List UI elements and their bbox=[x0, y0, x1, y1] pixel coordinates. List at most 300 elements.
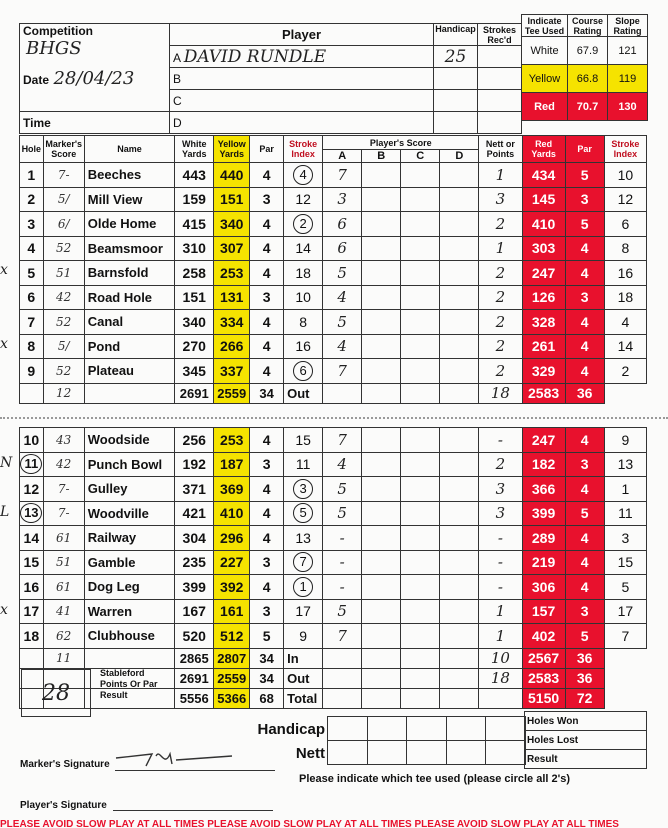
score-d[interactable] bbox=[440, 212, 479, 237]
nett-points[interactable]: 2 bbox=[479, 212, 522, 237]
score-d[interactable] bbox=[440, 550, 479, 575]
score-d[interactable] bbox=[440, 599, 479, 624]
red-yards: 434 bbox=[522, 163, 565, 188]
match-result-row bbox=[525, 750, 647, 769]
score-total[interactable] bbox=[323, 688, 362, 708]
score-d[interactable] bbox=[440, 236, 479, 261]
marker-score[interactable]: 7- bbox=[43, 163, 84, 188]
marker-score[interactable]: 5/ bbox=[43, 187, 84, 212]
score-total[interactable] bbox=[401, 668, 440, 688]
score-a[interactable]: 6 bbox=[323, 212, 362, 237]
player-row-c[interactable]: C bbox=[170, 90, 434, 112]
nett-points[interactable]: 2 bbox=[479, 310, 522, 335]
red-stroke-index: 1 bbox=[604, 477, 646, 502]
red-yards-total: 2583 bbox=[522, 383, 565, 403]
white-total: 2691 bbox=[175, 668, 214, 688]
red-yards: 402 bbox=[522, 624, 565, 649]
score-total[interactable] bbox=[323, 668, 362, 688]
score-c[interactable] bbox=[401, 452, 440, 477]
yellow-yards: 151 bbox=[214, 187, 250, 212]
marker-score[interactable]: 7- bbox=[43, 477, 84, 502]
score-total[interactable] bbox=[362, 688, 401, 708]
result[interactable]: Result bbox=[525, 750, 647, 769]
marker-score[interactable]: 43 bbox=[43, 428, 84, 453]
red-par-total: 36 bbox=[565, 668, 604, 688]
handicap-nett-cell[interactable] bbox=[486, 717, 526, 741]
par: 4 bbox=[250, 575, 284, 600]
hole-number bbox=[20, 624, 44, 649]
nett-points[interactable]: 1 bbox=[479, 163, 522, 188]
score-a[interactable]: 4 bbox=[323, 452, 362, 477]
red-stroke-index: 9 bbox=[604, 428, 646, 453]
score-d[interactable] bbox=[440, 452, 479, 477]
score-a[interactable]: 5 bbox=[323, 261, 362, 286]
yellow-yards: 440 bbox=[214, 163, 250, 188]
score-c[interactable] bbox=[401, 212, 440, 237]
player-row-b[interactable]: B bbox=[170, 68, 434, 90]
score-b[interactable] bbox=[362, 526, 401, 551]
score-c[interactable] bbox=[401, 310, 440, 335]
score-c[interactable] bbox=[401, 236, 440, 261]
stroke-index bbox=[284, 501, 323, 526]
score-b[interactable] bbox=[362, 334, 401, 359]
hole-name: Plateau bbox=[84, 359, 174, 384]
handicap-cell-c[interactable] bbox=[434, 90, 478, 112]
hole-number-text: 12 bbox=[23, 480, 40, 497]
hole-number bbox=[20, 477, 44, 502]
tee-note: Please indicate which tee used (please circle all 2's) bbox=[299, 773, 571, 785]
score-a[interactable]: 5 bbox=[323, 310, 362, 335]
nett-points[interactable]: 2 bbox=[479, 261, 522, 286]
red-stroke-index: 4 bbox=[604, 310, 646, 335]
hole-name: Olde Home bbox=[84, 212, 174, 237]
red-yards: 145 bbox=[522, 187, 565, 212]
yellow-yards: 253 bbox=[214, 261, 250, 286]
score-b[interactable] bbox=[362, 501, 401, 526]
hole-row bbox=[20, 501, 647, 526]
hole-row bbox=[20, 334, 647, 359]
total-hole bbox=[20, 648, 44, 668]
par-total: 34 bbox=[250, 668, 284, 688]
score-b[interactable] bbox=[362, 452, 401, 477]
tee-red-slope: 130 bbox=[608, 93, 648, 121]
red-stroke-index: 18 bbox=[604, 285, 646, 310]
markers-signature-label: Marker's Signature bbox=[20, 759, 110, 770]
score-c[interactable] bbox=[401, 526, 440, 551]
nett-points[interactable]: 2 bbox=[479, 452, 522, 477]
score-a[interactable]: 7 bbox=[323, 359, 362, 384]
score-total[interactable] bbox=[362, 383, 401, 403]
hole-row bbox=[20, 599, 647, 624]
score-c[interactable] bbox=[401, 550, 440, 575]
score-c[interactable] bbox=[401, 163, 440, 188]
score-total[interactable] bbox=[401, 648, 440, 668]
white-yards: 192 bbox=[175, 452, 214, 477]
yellow-yards: 340 bbox=[214, 212, 250, 237]
white-yards: 371 bbox=[175, 477, 214, 502]
match-result-row bbox=[525, 731, 647, 750]
col-red-yards: Red Yards bbox=[522, 136, 565, 163]
marker-score[interactable]: 42 bbox=[43, 452, 84, 477]
tee-red-course: 70.7 bbox=[568, 93, 608, 121]
stableford-box bbox=[21, 669, 91, 717]
marker-score[interactable]: 5/ bbox=[43, 334, 84, 359]
strokes-cell-d[interactable] bbox=[478, 112, 522, 134]
red-stroke-index: 5 bbox=[604, 575, 646, 600]
marker-score[interactable]: 51 bbox=[43, 550, 84, 575]
score-b[interactable] bbox=[362, 187, 401, 212]
score-b[interactable] bbox=[362, 599, 401, 624]
red-par-total: 36 bbox=[565, 383, 604, 403]
slope-rating-label: Slope Rating bbox=[608, 15, 648, 37]
marker-total[interactable]: 11 bbox=[43, 648, 84, 668]
strokes-cell-b[interactable] bbox=[478, 68, 522, 90]
hole-row bbox=[20, 428, 647, 453]
red-total-empty bbox=[604, 648, 646, 668]
hole-number-text: 16 bbox=[23, 578, 40, 595]
score-b[interactable] bbox=[362, 575, 401, 600]
score-c[interactable] bbox=[401, 285, 440, 310]
points-total[interactable]: 18 bbox=[479, 383, 522, 403]
marker-score[interactable]: 52 bbox=[43, 236, 84, 261]
score-total[interactable] bbox=[401, 688, 440, 708]
white-yards: 399 bbox=[175, 575, 214, 600]
hole-number bbox=[20, 359, 44, 384]
hole-number-text: 5 bbox=[27, 264, 36, 281]
score-total[interactable] bbox=[323, 648, 362, 668]
score-a[interactable]: 6 bbox=[323, 236, 362, 261]
stroke-index: 12 bbox=[284, 187, 323, 212]
hole-name: Barnsfold bbox=[84, 261, 174, 286]
score-a[interactable]: 5 bbox=[323, 501, 362, 526]
hole-row bbox=[20, 261, 647, 286]
score-b[interactable] bbox=[362, 477, 401, 502]
red-yards: 303 bbox=[522, 236, 565, 261]
hole-number-text: 2 bbox=[27, 191, 36, 208]
perforation-line bbox=[0, 417, 668, 419]
player-letter: A bbox=[173, 50, 181, 65]
score-a[interactable]: 4 bbox=[323, 285, 362, 310]
col-c: C bbox=[401, 150, 440, 163]
score-a[interactable]: - bbox=[323, 526, 362, 551]
red-yards: 182 bbox=[522, 452, 565, 477]
score-b[interactable] bbox=[362, 285, 401, 310]
score-c[interactable] bbox=[401, 624, 440, 649]
yellow-total: 2559 bbox=[214, 668, 250, 688]
score-a[interactable]: 5 bbox=[323, 477, 362, 502]
handicap-label: Handicap bbox=[434, 24, 478, 46]
marker-score[interactable]: 42 bbox=[43, 285, 84, 310]
hole-row bbox=[20, 359, 647, 384]
nett-points[interactable]: 2 bbox=[479, 285, 522, 310]
stroke-index bbox=[284, 575, 323, 600]
white-yards: 270 bbox=[175, 334, 214, 359]
nett-points[interactable]: 3 bbox=[479, 477, 522, 502]
nett-points[interactable]: - bbox=[479, 575, 522, 600]
marker-score[interactable]: 52 bbox=[43, 359, 84, 384]
hole-name: Gulley bbox=[84, 477, 174, 502]
white-yards: 310 bbox=[175, 236, 214, 261]
date-value[interactable]: 28/04/23 bbox=[53, 67, 135, 89]
stroke-index: 14 bbox=[284, 236, 323, 261]
white-yards: 235 bbox=[175, 550, 214, 575]
stroke-index bbox=[284, 477, 323, 502]
score-total[interactable] bbox=[323, 383, 362, 403]
score-total[interactable] bbox=[440, 648, 479, 668]
strokes-cell[interactable] bbox=[478, 46, 522, 68]
score-b[interactable] bbox=[362, 212, 401, 237]
score-d[interactable] bbox=[440, 285, 479, 310]
stroke-index-circled: 5 bbox=[293, 503, 313, 523]
tee-white-course: 67.9 bbox=[568, 37, 608, 65]
score-a[interactable]: 5 bbox=[323, 599, 362, 624]
yellow-yards: 131 bbox=[214, 285, 250, 310]
score-b[interactable] bbox=[362, 428, 401, 453]
score-c[interactable] bbox=[401, 477, 440, 502]
marker-total[interactable]: 12 bbox=[43, 383, 84, 403]
score-b[interactable] bbox=[362, 261, 401, 286]
score-c[interactable] bbox=[401, 575, 440, 600]
marker-score[interactable]: 41 bbox=[43, 599, 84, 624]
nett-points[interactable]: 2 bbox=[479, 359, 522, 384]
tee-white[interactable]: White bbox=[522, 37, 568, 65]
score-c[interactable] bbox=[401, 428, 440, 453]
par: 4 bbox=[250, 236, 284, 261]
red-stroke-index: 10 bbox=[604, 163, 646, 188]
score-b[interactable] bbox=[362, 236, 401, 261]
col-red-si: Stroke Index bbox=[604, 136, 646, 163]
score-d[interactable] bbox=[440, 359, 479, 384]
stroke-index-circled: 7 bbox=[293, 552, 313, 572]
handicap-nett-cell[interactable] bbox=[367, 741, 407, 765]
stroke-index-circled: 3 bbox=[293, 479, 313, 499]
margin-mark: N bbox=[0, 454, 13, 471]
hole-name: Warren bbox=[84, 599, 174, 624]
holes-lost[interactable]: Holes Lost bbox=[525, 731, 647, 750]
score-c[interactable] bbox=[401, 501, 440, 526]
handicap-nett-cell[interactable] bbox=[407, 741, 447, 765]
score-d[interactable] bbox=[440, 526, 479, 551]
handicap-nett-cell[interactable] bbox=[446, 741, 486, 765]
marker-score[interactable]: 61 bbox=[43, 575, 84, 600]
total-name bbox=[84, 648, 174, 668]
score-total[interactable] bbox=[362, 668, 401, 688]
score-a[interactable]: - bbox=[323, 550, 362, 575]
marker-score[interactable]: 52 bbox=[43, 310, 84, 335]
nett-points[interactable]: 3 bbox=[479, 187, 522, 212]
red-par: 4 bbox=[565, 428, 604, 453]
score-b[interactable] bbox=[362, 310, 401, 335]
hole-row bbox=[20, 550, 647, 575]
handicap-nett-row bbox=[328, 717, 526, 741]
stroke-index-circled: 4 bbox=[293, 165, 313, 185]
stroke-index: 17 bbox=[284, 599, 323, 624]
yellow-yards: 187 bbox=[214, 452, 250, 477]
handicap-nett-cell[interactable] bbox=[367, 717, 407, 741]
tee-white-slope: 121 bbox=[608, 37, 648, 65]
red-par: 4 bbox=[565, 477, 604, 502]
hole-row bbox=[20, 163, 647, 188]
par: 4 bbox=[250, 334, 284, 359]
score-total[interactable] bbox=[401, 383, 440, 403]
score-c[interactable] bbox=[401, 187, 440, 212]
hole-number-text: 1 bbox=[27, 166, 36, 183]
marker-score[interactable]: 6/ bbox=[43, 212, 84, 237]
handicap-nett-cell[interactable] bbox=[446, 717, 486, 741]
score-a[interactable]: 7 bbox=[323, 624, 362, 649]
col-par: Par bbox=[250, 136, 284, 163]
nett-points[interactable]: 1 bbox=[479, 599, 522, 624]
total-label: Total bbox=[284, 688, 323, 708]
points-total[interactable]: 10 bbox=[479, 648, 522, 668]
red-par: 4 bbox=[565, 334, 604, 359]
nett-points[interactable]: - bbox=[479, 428, 522, 453]
nett-points[interactable]: - bbox=[479, 526, 522, 551]
handicap-cell-b[interactable] bbox=[434, 68, 478, 90]
handicap-nett-cell[interactable] bbox=[328, 717, 368, 741]
marker-score[interactable]: 7- bbox=[43, 501, 84, 526]
players-signature-line[interactable] bbox=[113, 810, 273, 811]
hole-number-text: 14 bbox=[23, 529, 40, 546]
margin-mark: x bbox=[0, 262, 8, 278]
score-d[interactable] bbox=[440, 501, 479, 526]
nett-points[interactable]: 1 bbox=[479, 236, 522, 261]
tee-red[interactable]: Red bbox=[522, 93, 568, 121]
red-yards: 410 bbox=[522, 212, 565, 237]
stroke-index: 8 bbox=[284, 310, 323, 335]
handicap-cell-d[interactable] bbox=[434, 112, 478, 134]
red-par: 4 bbox=[565, 575, 604, 600]
red-par: 5 bbox=[565, 212, 604, 237]
score-total[interactable] bbox=[440, 688, 479, 708]
handicap-nett-cell[interactable] bbox=[407, 717, 447, 741]
par: 4 bbox=[250, 428, 284, 453]
col-marker: Marker's Score bbox=[43, 136, 84, 163]
hole-name: Woodside bbox=[84, 428, 174, 453]
score-a[interactable]: 3 bbox=[323, 187, 362, 212]
player-name[interactable]: DAVID RUNDLE bbox=[183, 46, 327, 67]
yellow-yards: 253 bbox=[214, 428, 250, 453]
markers-signature-line[interactable] bbox=[115, 770, 275, 771]
hole-number bbox=[20, 310, 44, 335]
col-a: A bbox=[323, 150, 362, 163]
par-total: 34 bbox=[250, 383, 284, 403]
score-d[interactable] bbox=[440, 310, 479, 335]
hole-number bbox=[20, 452, 44, 477]
handicap-nett-cell[interactable] bbox=[486, 741, 526, 765]
score-c[interactable] bbox=[401, 359, 440, 384]
player-row-d[interactable]: D bbox=[170, 112, 434, 134]
score-d[interactable] bbox=[440, 163, 479, 188]
red-stroke-index: 11 bbox=[604, 501, 646, 526]
competition-value[interactable]: BHGS bbox=[26, 38, 82, 59]
stableford-value[interactable]: 28 bbox=[42, 680, 70, 706]
player-row-a[interactable] bbox=[170, 46, 434, 68]
score-c[interactable] bbox=[401, 334, 440, 359]
stroke-index: 13 bbox=[284, 526, 323, 551]
hole-number-text: 7 bbox=[27, 313, 36, 330]
tee-yellow[interactable]: Yellow bbox=[522, 65, 568, 93]
nett-points[interactable]: 2 bbox=[479, 334, 522, 359]
stroke-index: 15 bbox=[284, 428, 323, 453]
nett-points[interactable]: 3 bbox=[479, 501, 522, 526]
margin-mark: L bbox=[0, 503, 10, 520]
handicap-nett-cell[interactable] bbox=[328, 741, 368, 765]
marker-score[interactable]: 62 bbox=[43, 624, 84, 649]
red-yards: 261 bbox=[522, 334, 565, 359]
total-hole bbox=[20, 383, 44, 403]
score-total[interactable] bbox=[362, 648, 401, 668]
stroke-index: 11 bbox=[284, 452, 323, 477]
red-stroke-index: 7 bbox=[604, 624, 646, 649]
time-label: Time bbox=[20, 112, 170, 134]
hole-number-text: 3 bbox=[27, 215, 36, 232]
points-total[interactable]: 18 bbox=[479, 668, 522, 688]
hole-name: Beeches bbox=[84, 163, 174, 188]
red-yards-total: 2583 bbox=[522, 668, 565, 688]
handicap-nett-row bbox=[328, 741, 526, 765]
strokes-cell-c[interactable] bbox=[478, 90, 522, 112]
score-d[interactable] bbox=[440, 575, 479, 600]
score-b[interactable] bbox=[362, 163, 401, 188]
score-d[interactable] bbox=[440, 187, 479, 212]
stroke-index bbox=[284, 550, 323, 575]
col-nett: Nett or Points bbox=[479, 136, 522, 163]
score-total[interactable] bbox=[440, 383, 479, 403]
score-a[interactable]: - bbox=[323, 575, 362, 600]
white-yards: 159 bbox=[175, 187, 214, 212]
col-red-par: Par bbox=[565, 136, 604, 163]
score-total[interactable] bbox=[440, 668, 479, 688]
players-signature-label: Player's Signature bbox=[20, 800, 107, 811]
score-d[interactable] bbox=[440, 624, 479, 649]
score-a[interactable]: 7 bbox=[323, 163, 362, 188]
nett-points[interactable]: 1 bbox=[479, 624, 522, 649]
red-yards: 366 bbox=[522, 477, 565, 502]
red-par: 4 bbox=[565, 310, 604, 335]
score-c[interactable] bbox=[401, 261, 440, 286]
score-c[interactable] bbox=[401, 599, 440, 624]
score-d[interactable] bbox=[440, 477, 479, 502]
white-yards: 304 bbox=[175, 526, 214, 551]
score-d[interactable] bbox=[440, 334, 479, 359]
points-total[interactable] bbox=[479, 688, 522, 708]
marker-score[interactable]: 51 bbox=[43, 261, 84, 286]
score-b[interactable] bbox=[362, 624, 401, 649]
red-stroke-index: 6 bbox=[604, 212, 646, 237]
score-d[interactable] bbox=[440, 261, 479, 286]
hole-number-text: 8 bbox=[27, 338, 36, 355]
score-a[interactable]: 7 bbox=[323, 428, 362, 453]
stroke-index: 9 bbox=[284, 624, 323, 649]
holes-won[interactable]: Holes Won bbox=[525, 712, 647, 731]
hole-name: Beamsmoor bbox=[84, 236, 174, 261]
score-b[interactable] bbox=[362, 550, 401, 575]
score-a[interactable]: 4 bbox=[323, 334, 362, 359]
par: 4 bbox=[250, 526, 284, 551]
nett-points[interactable]: - bbox=[479, 550, 522, 575]
score-b[interactable] bbox=[362, 359, 401, 384]
red-stroke-index: 15 bbox=[604, 550, 646, 575]
red-yards: 329 bbox=[522, 359, 565, 384]
player-handicap[interactable]: 25 bbox=[434, 46, 478, 68]
marker-score[interactable]: 61 bbox=[43, 526, 84, 551]
red-stroke-index: 8 bbox=[604, 236, 646, 261]
stroke-index bbox=[284, 163, 323, 188]
red-par: 5 bbox=[565, 624, 604, 649]
total-row bbox=[20, 383, 647, 403]
score-d[interactable] bbox=[440, 428, 479, 453]
